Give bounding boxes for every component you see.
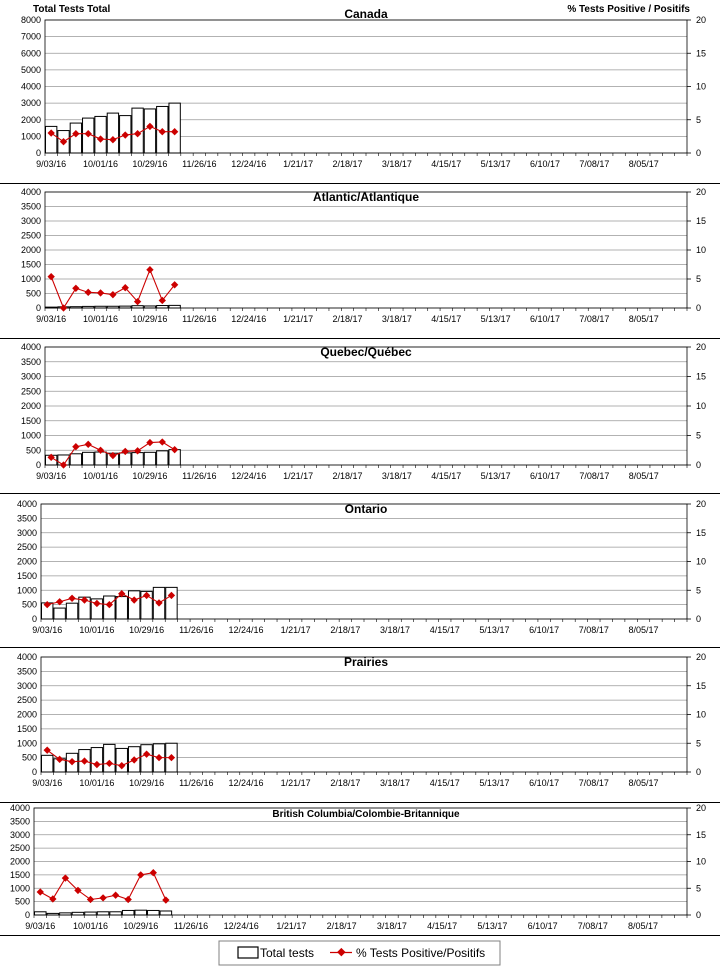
y-right-tick-label: 20 [696, 652, 707, 662]
x-tick-label: 10/01/16 [79, 625, 115, 635]
x-tick-label: 6/10/17 [529, 778, 560, 788]
x-tick-label: 7/08/17 [579, 159, 610, 169]
x-tick-label: 5/13/17 [480, 471, 511, 481]
y-left-tick-label: 3500 [20, 356, 41, 367]
y-right-tick-label: 5 [696, 738, 702, 749]
x-tick-label: 2/18/17 [330, 625, 361, 635]
y-right-tick-label: 5 [696, 430, 702, 441]
x-tick-label: 11/26/16 [182, 314, 217, 324]
right-axis-title: % Tests Positive / Positifs [567, 4, 690, 15]
y-right-tick-label: 0 [696, 614, 702, 624]
y-right-tick-label: 0 [696, 148, 702, 158]
y-left-tick-label: 0 [31, 767, 37, 777]
bar-total-tests [70, 307, 81, 308]
bar-total-tests [135, 910, 147, 915]
bar-total-tests [144, 109, 155, 153]
x-tick-label: 8/05/17 [628, 314, 659, 324]
x-tick-label: 8/05/17 [628, 921, 659, 931]
x-tick-label: 10/29/16 [132, 159, 168, 169]
x-tick-label: 2/18/17 [332, 159, 363, 169]
x-tick-label: 8/05/17 [628, 471, 659, 481]
bar-total-tests [83, 306, 94, 308]
y-left-tick-label: 3500 [16, 513, 37, 524]
x-tick-label: 1/21/17 [280, 778, 311, 788]
y-left-tick-label: 2000 [20, 114, 41, 125]
y-left-tick-label: 3000 [16, 527, 37, 538]
bar-total-tests [128, 591, 139, 619]
x-tick-label: 4/15/17 [429, 625, 460, 635]
bar-total-tests [144, 306, 155, 308]
chart-title: Atlantic/Atlantique [312, 190, 420, 204]
legend [219, 941, 500, 965]
x-tick-label: 4/15/17 [427, 921, 458, 931]
y-left-tick-label: 1000 [20, 131, 41, 142]
bar-total-tests [141, 745, 152, 772]
x-tick-label: 12/24/16 [231, 314, 267, 324]
bar-total-tests [72, 912, 84, 915]
y-left-tick-label: 4000 [20, 81, 41, 92]
bar-total-tests [144, 452, 155, 465]
y-left-tick-label: 1000 [16, 738, 37, 749]
bar-total-tests [169, 305, 180, 308]
x-tick-label: 11/26/16 [179, 625, 214, 635]
y-left-tick-label: 2000 [20, 401, 41, 411]
y-left-tick-label: 3000 [16, 680, 37, 691]
y-right-tick-label: 20 [696, 499, 707, 509]
y-left-tick-label: 1500 [16, 723, 37, 734]
bar-total-tests [122, 910, 134, 915]
bar-total-tests [107, 113, 118, 153]
left-axis-title: Total Tests Total [33, 4, 111, 15]
chart-title: Prairies [343, 655, 389, 669]
x-tick-label: 6/10/17 [530, 159, 561, 169]
y-left-tick-label: 8000 [20, 15, 41, 25]
chart-title: Ontario [344, 502, 388, 516]
x-tick-label: 10/01/16 [79, 778, 115, 788]
x-tick-label: 2/18/17 [326, 921, 357, 931]
x-tick-label: 11/26/16 [182, 159, 217, 169]
bar-total-tests [70, 454, 81, 465]
y-right-tick-label: 10 [696, 81, 707, 92]
y-left-tick-label: 2500 [20, 230, 41, 241]
y-left-tick-label: 0 [35, 460, 41, 470]
bar-total-tests [148, 910, 160, 915]
bar-total-tests [157, 306, 168, 308]
y-right-tick-label: 5 [696, 274, 702, 284]
x-tick-label: 4/15/17 [431, 471, 462, 481]
x-tick-label: 1/21/17 [283, 471, 314, 481]
x-tick-label: 4/15/17 [429, 778, 460, 788]
x-tick-label: 4/15/17 [431, 314, 462, 324]
y-right-tick-label: 20 [696, 187, 707, 197]
x-tick-label: 6/10/17 [530, 471, 561, 481]
x-tick-label: 10/29/16 [129, 625, 165, 635]
x-tick-label: 1/21/17 [283, 159, 314, 169]
y-left-tick-label: 0 [31, 614, 37, 624]
x-tick-label: 12/24/16 [228, 778, 264, 788]
y-right-tick-label: 15 [696, 48, 707, 59]
x-tick-label: 7/08/17 [578, 778, 609, 788]
y-left-tick-label: 3000 [9, 829, 30, 840]
x-tick-label: 3/18/17 [381, 314, 412, 324]
bar-total-tests [104, 744, 115, 772]
y-right-tick-label: 20 [696, 803, 707, 813]
y-right-tick-label: 0 [696, 460, 702, 470]
y-left-tick-label: 1000 [16, 585, 37, 596]
bar-total-tests [116, 597, 127, 619]
y-right-tick-label: 0 [696, 767, 702, 777]
y-left-tick-label: 1000 [20, 430, 41, 441]
x-tick-label: 10/29/16 [123, 921, 159, 931]
y-left-tick-label: 0 [35, 148, 41, 158]
x-tick-label: 6/10/17 [527, 921, 558, 931]
y-right-tick-label: 10 [696, 245, 707, 255]
x-tick-label: 1/21/17 [283, 314, 314, 324]
y-left-tick-label: 4000 [16, 499, 37, 509]
x-tick-label: 9/03/16 [32, 625, 63, 635]
y-left-tick-label: 500 [25, 445, 41, 456]
x-tick-label: 11/26/16 [179, 778, 214, 788]
bar-total-tests [47, 913, 59, 915]
y-right-tick-label: 15 [696, 371, 707, 382]
x-tick-label: 9/03/16 [25, 921, 56, 931]
x-tick-label: 4/15/17 [431, 159, 462, 169]
y-left-tick-label: 3500 [16, 666, 37, 677]
bar-total-tests [85, 912, 97, 915]
y-right-tick-label: 5 [696, 585, 702, 596]
bar-total-tests [110, 912, 122, 915]
x-tick-label: 10/29/16 [132, 314, 168, 324]
x-tick-label: 12/24/16 [223, 921, 259, 931]
x-tick-label: 5/13/17 [480, 159, 511, 169]
legend-line-label: % Tests Positive/Positifs [356, 946, 486, 960]
chart-title: Quebec/Québec [320, 345, 412, 359]
y-left-tick-label: 5000 [20, 64, 41, 75]
x-tick-label: 1/21/17 [276, 921, 307, 931]
y-right-tick-label: 10 [696, 556, 707, 567]
x-tick-label: 7/08/17 [579, 471, 610, 481]
x-tick-label: 12/24/16 [231, 471, 267, 481]
x-tick-label: 5/13/17 [477, 921, 508, 931]
x-tick-label: 3/18/17 [381, 159, 412, 169]
x-tick-label: 7/08/17 [577, 921, 608, 931]
y-left-tick-label: 0 [35, 303, 41, 313]
x-tick-label: 2/18/17 [332, 471, 363, 481]
y-left-tick-label: 4000 [20, 342, 41, 352]
x-tick-label: 3/18/17 [380, 778, 411, 788]
x-tick-label: 9/03/16 [36, 314, 67, 324]
x-tick-label: 11/26/16 [182, 471, 217, 481]
y-right-tick-label: 15 [696, 216, 707, 226]
y-left-tick-label: 3000 [20, 216, 41, 226]
y-left-tick-label: 2500 [16, 542, 37, 553]
x-tick-label: 10/01/16 [83, 314, 119, 324]
y-left-tick-label: 1500 [20, 415, 41, 426]
x-tick-label: 3/18/17 [380, 625, 411, 635]
x-tick-label: 9/03/16 [36, 471, 67, 481]
x-tick-label: 10/01/16 [83, 471, 119, 481]
y-left-tick-label: 4000 [16, 652, 37, 662]
y-left-tick-label: 3500 [20, 201, 41, 212]
y-left-tick-label: 1000 [20, 274, 41, 284]
y-right-tick-label: 15 [696, 527, 707, 538]
x-tick-label: 10/01/16 [83, 159, 119, 169]
x-tick-label: 3/18/17 [376, 921, 407, 931]
x-tick-label: 8/05/17 [628, 778, 659, 788]
legend-bar-label: Total tests [260, 946, 315, 960]
x-tick-label: 8/05/17 [628, 159, 659, 169]
bar-total-tests [60, 913, 72, 915]
bar-total-tests [83, 452, 94, 465]
bar-total-tests [66, 603, 77, 619]
y-left-tick-label: 500 [25, 288, 41, 299]
x-tick-label: 10/29/16 [132, 471, 168, 481]
y-left-tick-label: 2500 [9, 843, 30, 854]
bar-total-tests [70, 123, 81, 153]
x-tick-label: 11/26/16 [173, 921, 209, 931]
y-right-tick-label: 10 [696, 856, 707, 867]
bar-total-tests [54, 608, 65, 619]
x-tick-label: 3/18/17 [381, 471, 412, 481]
bar-total-tests [91, 748, 102, 772]
bar-total-tests [95, 306, 106, 308]
y-left-tick-label: 2000 [9, 856, 30, 867]
y-right-tick-label: 10 [696, 401, 707, 411]
y-right-tick-label: 5 [696, 883, 702, 894]
bar-total-tests [97, 912, 109, 915]
x-tick-label: 8/05/17 [628, 625, 659, 635]
bar-total-tests [45, 307, 56, 308]
bar-total-tests [41, 755, 52, 772]
y-left-tick-label: 500 [21, 599, 37, 610]
y-left-tick-label: 4000 [20, 187, 41, 197]
x-tick-label: 6/10/17 [529, 625, 560, 635]
x-tick-label: 12/24/16 [231, 159, 267, 169]
chart-title: Canada [344, 7, 388, 21]
x-tick-label: 7/08/17 [579, 314, 610, 324]
y-left-tick-label: 2000 [16, 556, 37, 567]
bar-total-tests [107, 306, 118, 308]
bar-total-tests [157, 451, 168, 465]
y-left-tick-label: 1500 [16, 570, 37, 581]
x-tick-label: 7/08/17 [578, 625, 609, 635]
y-right-tick-label: 0 [696, 303, 702, 313]
y-left-tick-label: 2500 [20, 386, 41, 397]
y-left-tick-label: 6000 [20, 48, 41, 59]
x-tick-label: 5/13/17 [479, 778, 510, 788]
legend-bar-swatch [238, 947, 258, 958]
x-tick-label: 2/18/17 [330, 778, 361, 788]
y-left-tick-label: 3000 [20, 98, 41, 109]
y-right-tick-label: 0 [696, 910, 702, 920]
x-tick-label: 10/29/16 [129, 778, 165, 788]
y-left-tick-label: 3000 [20, 371, 41, 382]
bar-total-tests [120, 306, 131, 308]
bar-total-tests [95, 116, 106, 153]
y-left-tick-label: 1000 [9, 883, 30, 894]
y-left-tick-label: 2500 [16, 695, 37, 706]
bar-total-tests [35, 912, 47, 915]
y-left-tick-label: 1500 [20, 259, 41, 270]
y-left-tick-label: 1500 [9, 869, 30, 880]
x-tick-label: 6/10/17 [530, 314, 561, 324]
y-left-tick-label: 500 [21, 752, 37, 763]
x-tick-label: 9/03/16 [32, 778, 63, 788]
chart-title: British Columbia/Colombie-Britannique [272, 809, 460, 820]
y-right-tick-label: 15 [696, 829, 707, 840]
x-tick-label: 5/13/17 [479, 625, 510, 635]
y-left-tick-label: 3500 [9, 816, 30, 827]
bar-total-tests [160, 911, 172, 915]
y-left-tick-label: 4000 [9, 803, 30, 813]
y-right-tick-label: 10 [696, 709, 707, 720]
y-right-tick-label: 20 [696, 342, 707, 352]
bar-total-tests [95, 452, 106, 465]
y-left-tick-label: 0 [24, 910, 30, 920]
y-right-tick-label: 5 [696, 114, 702, 125]
y-left-tick-label: 500 [14, 896, 30, 907]
y-right-tick-label: 20 [696, 15, 707, 25]
bar-total-tests [132, 306, 143, 308]
y-left-tick-label: 2000 [16, 709, 37, 720]
y-left-tick-label: 7000 [20, 31, 41, 42]
y-right-tick-label: 15 [696, 680, 707, 691]
y-left-tick-label: 2000 [20, 245, 41, 255]
x-tick-label: 1/21/17 [280, 625, 311, 635]
x-tick-label: 12/24/16 [228, 625, 264, 635]
x-tick-label: 9/03/16 [36, 159, 67, 169]
x-tick-label: 10/01/16 [72, 921, 109, 931]
x-tick-label: 5/13/17 [480, 314, 511, 324]
x-tick-label: 2/18/17 [332, 314, 363, 324]
